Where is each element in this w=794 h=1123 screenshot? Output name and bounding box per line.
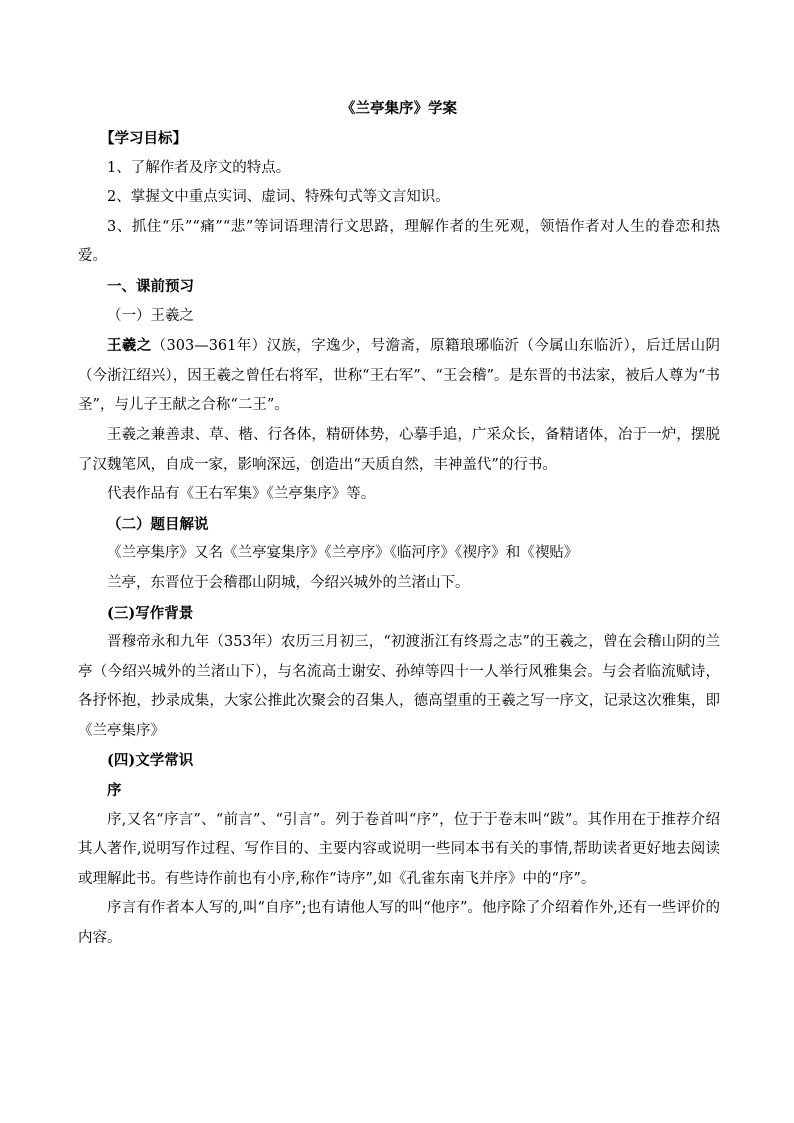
section-preview: 一、课前预习: [107, 277, 194, 295]
lanting-location-paragraph: 兰亭，东晋位于会稽郡山阴城，今绍兴城外的兰渚山下。: [107, 574, 470, 591]
goal-item-2: 2、掌握文中重点实词、虚词、特殊句式等文言知识。: [107, 189, 450, 206]
subsection-author-title: （一）王羲之: [107, 307, 194, 324]
background-paragraph: 晋穆帝永和九年（353年）农历三月初三，“初渡浙江有终焉之志”的王羲之，曾在会稽山阴的兰亭（今绍兴城外的兰渚山下），与名流高士谢安、孙绰等四十一人举行风雅集会。与会者临流赋诗，各抒怀抱，抄录成集，大家公推此次聚会的召集人，德高望重的王羲之写一序文，记录这次雅集，即《兰亭集序》: [78, 634, 720, 739]
page-title: 《兰亭集序》学案: [341, 100, 457, 117]
xu-types-paragraph: 序言有作者本人写的,叫“自序”;也有请他人写的叫“他序”。他序除了介绍着作外,还有一些评价的内容。: [78, 900, 720, 947]
document-content: [78, 94, 720, 954]
xu-heading: 序: [107, 782, 122, 800]
author-works-paragraph: 代表作品有《王右军集》《兰亭集序》等。: [107, 486, 376, 503]
author-style-paragraph: 王羲之兼善隶、草、楷、行各体，精研体势，心摹手追，广采众长，备精诸体，冶于一炉，摆脱了汉魏笔风，自成一家，影响深远，创造出“天质自然，丰神盖代”的行书。: [78, 426, 720, 473]
goal-item-3: 3、抓住“乐”“痛”“悲”等词语理清行文思路，理解作者的生死观，领悟作者对人生的眷恋和热爱。: [78, 218, 720, 265]
section-learning-goals: 【学习目标】: [100, 130, 187, 147]
author-bio-text: （303—361年）汉族，字逸少，号澹斋，原籍琅琊临沂（今属山东临沂），后迁居山阴（今浙江绍兴），因王羲之曾任右将军，世称“王右军”、“王会稽”。是东晋的书法家，被后人尊为“书圣”，与儿子王献之合称“二王”。: [78, 338, 721, 414]
author-bio-paragraph: [78, 331, 720, 421]
xu-definition-paragraph: 序,又名“序言”、“前言”、“引言”。列于卷首叫“序”，位于于卷末叫“跋”。其作用在于推荐介绍其人著作,说明写作过程、写作目的、主要内容或说明一些同本书有关的事情,帮助读者更好地去阅读或理解此书。有些诗作前也有小序,称作“诗序”,如《孔雀东南飞并序》中的“序”。: [78, 811, 720, 887]
subsection-title-explanation: （二）题目解说: [107, 515, 209, 533]
subsection-literary-knowledge: (四)文学常识: [107, 752, 194, 770]
author-name: 王羲之: [107, 337, 152, 355]
subsection-background: (三)写作背景: [107, 604, 194, 622]
title-names-paragraph: 《兰亭集序》又名《兰亭宴集序》《兰亭序》《临河序》《禊序》和《禊贴》: [107, 545, 579, 562]
goal-item-1: 1、了解作者及序文的特点。: [107, 159, 291, 176]
